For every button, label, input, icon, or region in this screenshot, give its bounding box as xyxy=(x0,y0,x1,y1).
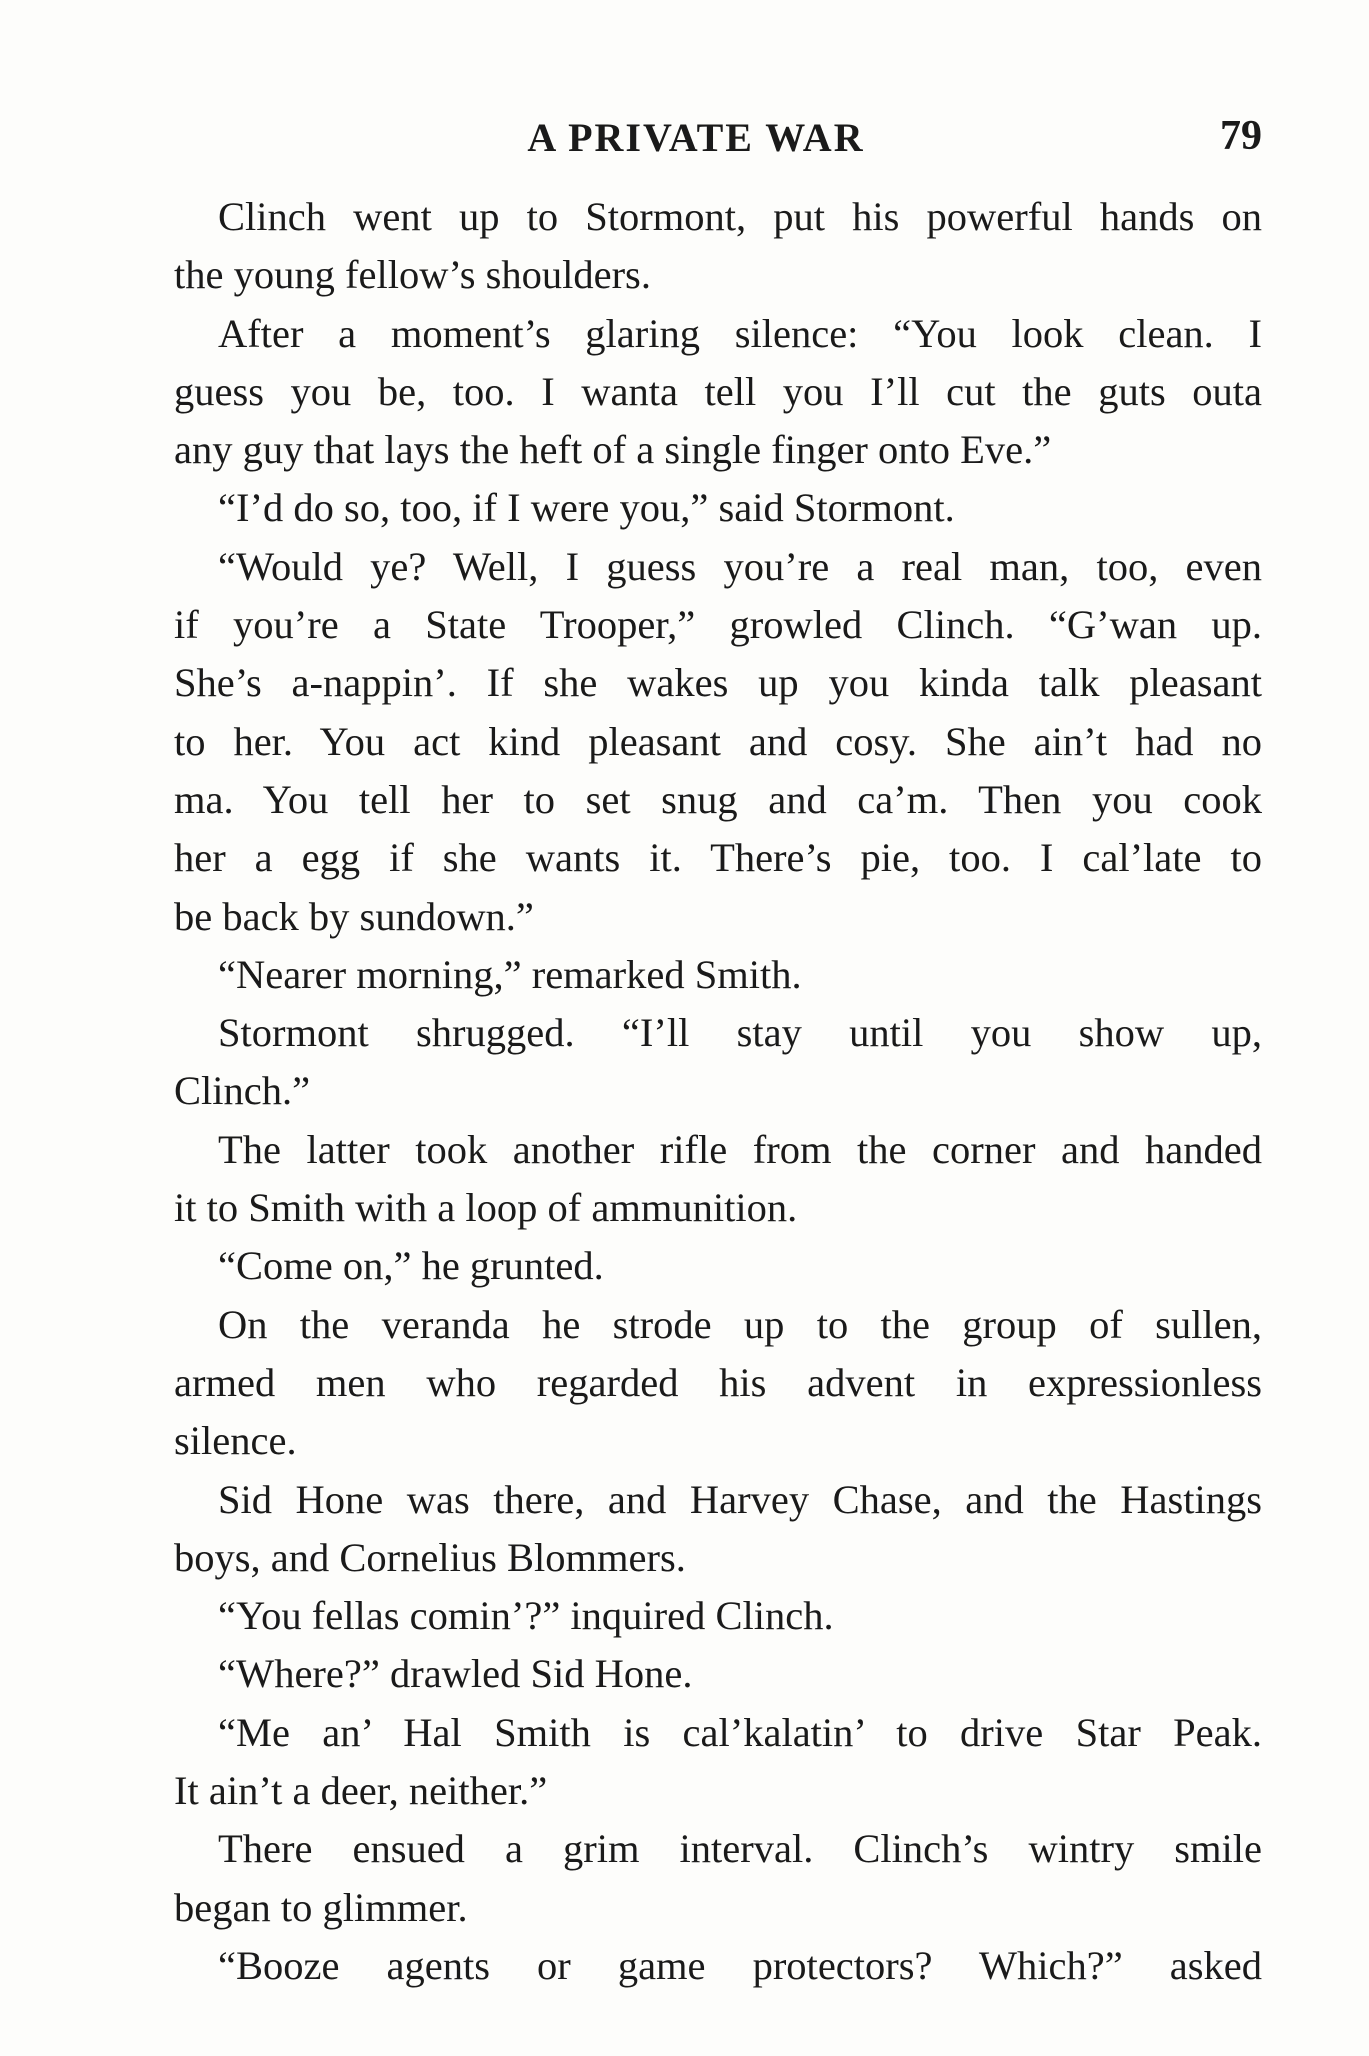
paragraph xyxy=(130,1645,1262,1703)
text-line: silence. xyxy=(174,1418,297,1464)
text-line: boys, and Cornelius Blommers. xyxy=(174,1534,686,1580)
paragraph xyxy=(130,1704,1262,1821)
text-line: the young fellow’s shoulders. xyxy=(174,252,651,298)
text-line: After a moment’s glaring silence: “You look clean. I xyxy=(218,310,1262,356)
text-line: if you’re a State Trooper,” growled Clinch. “G’wan up. xyxy=(174,602,1262,648)
paragraph xyxy=(130,1004,1262,1121)
paragraph xyxy=(130,188,1262,305)
paragraph xyxy=(130,1237,1262,1295)
paragraph xyxy=(130,946,1262,1004)
body-text xyxy=(130,188,1262,1995)
paragraph xyxy=(130,1587,1262,1645)
page-number: 79 xyxy=(1220,113,1262,159)
text-line: “Where?” drawled Sid Hone. xyxy=(218,1651,693,1697)
paragraph xyxy=(130,1121,1262,1238)
text-line: “You fellas comin’?” inquired Clinch. xyxy=(218,1593,834,1639)
text-line: “I’d do so, too, if I were you,” said Stormont. xyxy=(218,485,955,531)
text-line: Clinch went up to Stormont, put his powerful hands on xyxy=(218,194,1262,239)
text-line: On the veranda he strode up to the group of sullen, xyxy=(218,1301,1262,1347)
text-line: guess you be, too. I wanta tell you I’ll cut the guts outa xyxy=(174,368,1262,414)
text-line: began to glimmer. xyxy=(174,1884,468,1930)
text-line: it to Smith with a loop of ammunition. xyxy=(174,1185,798,1231)
text-line: any guy that lays the heft of a single finger onto Eve.” xyxy=(174,427,1052,473)
page-header xyxy=(130,108,1262,168)
text-line: Sid Hone was there, and Harvey Chase, and the Hastings xyxy=(218,1476,1262,1522)
running-head: A PRIVATE WAR xyxy=(527,115,865,160)
paragraph xyxy=(130,305,1262,480)
paragraph xyxy=(130,1937,1262,1995)
paragraph xyxy=(130,1471,1262,1588)
text-line: “Booze agents or game protectors? Which?” asked xyxy=(218,1942,1262,1988)
text-line: The latter took another rifle from the corner and handed xyxy=(218,1126,1262,1172)
text-line: “Would ye? Well, I guess you’re a real man, too, even xyxy=(218,543,1262,589)
text-line: ma. You tell her to set snug and ca’m. Then you cook xyxy=(174,776,1262,822)
paragraph xyxy=(130,479,1262,537)
text-line: “Me an’ Hal Smith is cal’kalatin’ to drive Star Peak. xyxy=(218,1709,1262,1755)
text-line: her a egg if she wants it. There’s pie, too. I cal’late to xyxy=(174,835,1262,881)
paragraph xyxy=(130,1296,1262,1471)
text-line: to her. You act kind pleasant and cosy. She ain’t had no xyxy=(174,718,1262,764)
text-line: She’s a-nappin’. If she wakes up you kinda talk pleasant xyxy=(174,660,1262,706)
text-line: Stormont shrugged. “I’ll stay until you show up, xyxy=(218,1010,1262,1056)
text-line: “Nearer morning,” remarked Smith. xyxy=(218,951,802,997)
text-line: Clinch.” xyxy=(174,1068,311,1114)
paragraph xyxy=(130,1820,1262,1937)
text-line: There ensued a grim interval. Clinch’s wintry smile xyxy=(218,1826,1262,1872)
text-line: armed men who regarded his advent in expressionless xyxy=(174,1359,1262,1405)
text-line: “Come on,” he grunted. xyxy=(218,1243,604,1289)
text-line: be back by sundown.” xyxy=(174,893,534,939)
text-line: It ain’t a deer, neither.” xyxy=(174,1768,548,1814)
paragraph xyxy=(130,538,1262,946)
